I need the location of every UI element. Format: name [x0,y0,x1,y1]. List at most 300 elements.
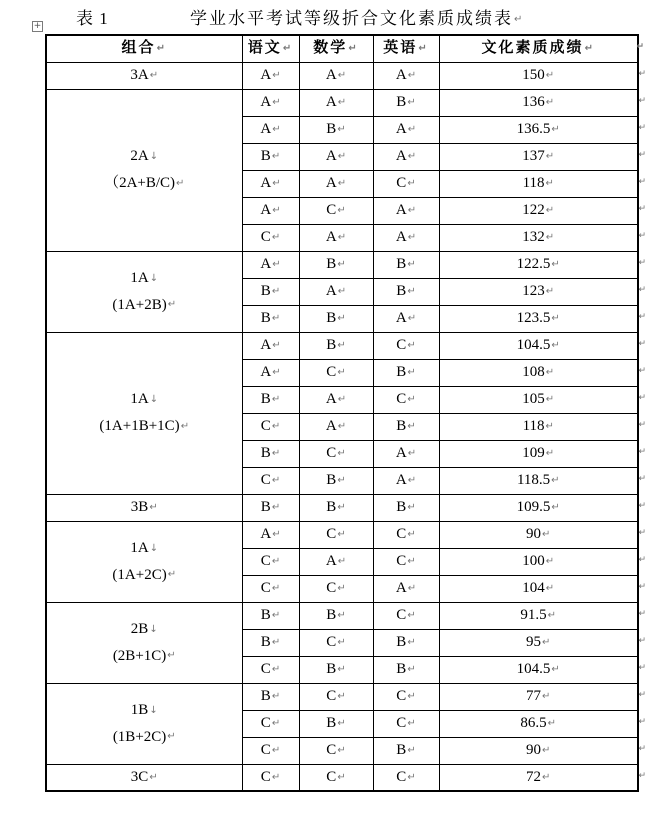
chinese-grade-cell-text: B [260,688,271,705]
chinese-grade-cell-text: B [260,499,271,516]
math-grade-cell-text: B [326,661,337,678]
cell-end-mark-icon: ↵ [551,501,560,513]
score-cell [439,467,646,494]
group-label-text: 2A [130,148,149,165]
math-grade-cell-text: C [326,526,337,543]
english-grade-cell-text: C [396,715,407,732]
math-grade-cell [299,710,373,737]
cell-end-mark-icon: ↵ [407,123,417,135]
cell-end-mark-icon: ↵ [407,69,417,81]
math-grade-cell [299,170,373,197]
table-row [46,62,638,89]
cell-end-mark-icon: ↵ [271,312,281,324]
math-grade-cell [299,521,373,548]
english-header-text: 英语 [383,40,418,57]
score-cell-text: 118.5 [516,472,551,489]
group-label [47,539,242,558]
row-end-mark-icon: ↵ [638,770,646,781]
english-grade-cell-text: B [396,94,407,111]
cell-end-mark-icon: ↵ [407,474,417,486]
line-break-mark-icon: ↓ [149,704,158,716]
cell-end-mark-icon: ↵ [337,285,347,297]
chinese-grade-cell [242,737,299,764]
cell-end-mark-icon: ↵ [337,447,346,459]
cell-end-mark-icon: ↵ [271,609,281,621]
line-break-mark-icon: ↓ [149,394,159,405]
cell-end-mark-icon: ↵ [407,636,416,648]
row-end-mark-icon: ↵ [638,581,646,592]
score-cell-text: 86.5 [520,715,547,732]
cell-end-mark-icon: ↵ [551,474,560,486]
math-grade-cell [299,440,373,467]
chinese-grade-cell-text: C [260,580,271,597]
chinese-grade-cell-text: A [260,67,272,84]
cell-end-mark-icon: ↵ [272,96,281,108]
math-grade-cell [299,683,373,710]
english-grade-cell-text: C [396,607,407,624]
cell-end-mark-icon: ↵ [407,663,416,675]
score-cell-text: 123.5 [516,310,551,327]
chinese-grade-cell [242,656,299,683]
group-label [47,768,242,787]
chinese-grade-cell-text: C [260,742,271,759]
score-cell-text: 77 [526,688,542,705]
chinese-header-text: 语文 [247,40,282,57]
english-grade-cell-text: B [396,283,407,300]
cell-end-mark-icon: ↵ [149,771,158,783]
score-cell-text: 137 [522,148,545,165]
group-cell [46,89,242,251]
cell-end-mark-icon: ↵ [545,285,555,297]
english-grade-cell-text: A [395,148,407,165]
score-cell-text: 122 [522,202,545,219]
cell-end-mark-icon: ↵ [272,339,281,351]
chinese-grade-cell [242,89,299,116]
cell-end-mark-icon: ↵ [545,420,554,432]
row-end-mark-icon: ↵ [638,716,646,727]
english-grade-cell [373,467,439,494]
english-grade-cell-text: B [396,418,407,435]
line-break-mark-icon: ↓ [149,623,158,635]
score-cell-text: 118 [522,418,545,435]
table-row [46,602,638,629]
paragraph-mark-icon: ↵ [514,14,525,26]
row-end-mark-icon: ↵ [638,419,646,430]
math-grade-cell-text: C [326,445,337,462]
score-cell-text: 123 [522,283,545,300]
cell-end-mark-icon: ↵ [407,258,416,270]
cell-end-mark-icon: ↵ [271,771,281,783]
cell-end-mark-icon: ↵ [337,96,347,108]
cell-end-mark-icon: ↵ [337,636,346,648]
cell-end-mark-icon: ↵ [337,204,346,216]
chinese-grade-cell-text: B [260,445,271,462]
english-grade-cell [373,143,439,170]
score-cell [439,737,646,764]
math-grade-cell-text: B [326,310,337,327]
line-break-mark-icon: ↓ [149,151,159,162]
cell-end-mark-icon: ↵ [271,420,281,432]
group-label-text: 1A [130,269,149,286]
chinese-grade-cell-text: A [260,121,272,138]
cell-end-mark-icon: ↵ [348,43,359,55]
group-label [47,269,242,288]
english-grade-cell [373,251,439,278]
score-cell [439,278,646,305]
score-cell-text: 132 [522,229,545,246]
chinese-grade-cell-text: A [260,526,272,543]
group-label [47,498,242,517]
english-grade-cell [373,386,439,413]
chinese-grade-cell-text: C [260,472,271,489]
english-grade-cell-text: C [396,175,407,192]
cell-end-mark-icon: ↵ [551,312,560,324]
chinese-grade-cell [242,683,299,710]
group-cell [46,521,242,602]
cell-end-mark-icon: ↵ [407,555,416,567]
cell-end-mark-icon: ↵ [272,123,281,135]
group-label [47,147,242,166]
row-end-mark-icon: ↵ [638,203,646,214]
cell-end-mark-icon: ↵ [407,582,417,594]
score-cell-text: 95 [526,634,542,651]
cell-end-mark-icon: ↵ [418,43,429,55]
math-grade-cell [299,764,373,791]
row-end-mark-icon: ↵ [636,42,646,52]
chinese-grade-cell [242,143,299,170]
cell-end-mark-icon: ↵ [337,717,346,729]
group-formula [47,647,242,666]
table-row [46,521,638,548]
table-row [46,764,638,791]
group-formula-text: （2A+B/C) [104,175,176,191]
math-grade-cell [299,116,373,143]
caption-title-text: 学业水平考试等级折合文化素质成绩表 [190,9,513,28]
math-grade-cell-text: B [326,121,337,138]
cell-end-mark-icon: ↵ [337,420,347,432]
english-grade-cell [373,737,439,764]
english-grade-cell-text: C [396,688,407,705]
math-grade-cell-text: B [326,499,337,516]
score-cell-text: 72 [526,768,542,785]
chinese-grade-cell [242,116,299,143]
cell-end-mark-icon: ↵ [337,231,347,243]
line-break-mark-icon: ↓ [149,542,159,554]
cell-end-mark-icon: ↵ [545,204,555,216]
english-grade-cell [373,197,439,224]
chinese-grade-cell-text: C [260,715,271,732]
score-table [45,34,646,792]
cell-end-mark-icon: ↵ [551,663,560,675]
cell-end-mark-icon: ↵ [407,177,416,189]
table-caption [0,4,668,34]
math-header [299,35,373,62]
cell-end-mark-icon: ↵ [547,609,557,621]
score-cell [439,656,646,683]
score-cell [439,332,646,359]
cell-end-mark-icon: ↵ [337,366,346,378]
cell-end-mark-icon: ↵ [271,690,281,702]
math-grade-cell-text: A [325,148,337,165]
table-row [46,89,638,116]
math-grade-cell-text: B [326,715,337,732]
cell-end-mark-icon: ↵ [337,609,346,621]
cell-end-mark-icon: ↵ [337,69,347,81]
group-cell [46,62,242,89]
cell-end-mark-icon: ↵ [542,690,551,702]
score-cell-text: 91.5 [520,607,547,624]
chinese-grade-cell-text: A [260,364,272,381]
score-cell [439,629,646,656]
cell-end-mark-icon: ↵ [271,582,281,594]
cell-end-mark-icon: ↵ [337,555,347,567]
score-cell-text: 90 [526,742,542,759]
cell-end-mark-icon: ↵ [337,474,346,486]
cell-end-mark-icon: ↵ [545,177,554,189]
cell-end-mark-icon: ↵ [337,744,346,756]
cell-end-mark-icon: ↵ [337,393,347,405]
cell-end-mark-icon: ↵ [337,663,346,675]
chinese-grade-cell-text: B [260,391,271,408]
group-label [47,390,242,409]
cell-end-mark-icon: ↵ [551,123,560,135]
cell-end-mark-icon: ↵ [337,582,346,594]
row-end-mark-icon: ↵ [638,392,646,403]
math-grade-cell [299,251,373,278]
cell-end-mark-icon: ↵ [584,43,595,55]
english-grade-cell [373,656,439,683]
cell-end-mark-icon: ↵ [407,690,416,702]
english-grade-cell-text: A [395,67,407,84]
chinese-grade-cell [242,359,299,386]
cell-end-mark-icon: ↵ [337,501,346,513]
score-cell [439,386,646,413]
row-end-mark-icon: ↵ [638,662,646,673]
cell-end-mark-icon: ↵ [272,366,281,378]
cell-end-mark-icon: ↵ [337,123,346,135]
score-cell-text: 122.5 [516,256,551,273]
cell-end-mark-icon: ↵ [271,231,281,243]
cell-end-mark-icon: ↵ [271,663,281,675]
cell-end-mark-icon: ↵ [407,744,416,756]
cell-end-mark-icon: ↵ [542,528,551,540]
group-header [46,35,242,62]
row-end-mark-icon: ↵ [638,635,646,646]
score-cell [439,143,646,170]
row-end-mark-icon: ↵ [638,365,646,376]
score-cell [439,710,646,737]
group-cell [46,332,242,494]
cell-end-mark-icon: ↵ [407,312,417,324]
math-grade-cell-text: A [325,418,337,435]
group-label-text: 1B [130,701,149,718]
group-label-text: 1A [130,391,149,408]
chinese-grade-cell-text: A [260,175,272,192]
score-cell-text: 108 [522,364,545,381]
table-row [46,683,638,710]
english-grade-cell-text: C [396,526,407,543]
row-end-mark-icon: ↵ [638,68,646,79]
cell-end-mark-icon: ↵ [337,528,346,540]
score-cell [439,602,646,629]
english-grade-cell [373,440,439,467]
english-grade-cell [373,170,439,197]
table-row [46,332,638,359]
cell-end-mark-icon: ↵ [545,393,555,405]
cell-end-mark-icon: ↵ [407,96,416,108]
chinese-grade-cell-text: C [260,229,271,246]
cell-end-mark-icon: ↵ [337,150,347,162]
chinese-grade-cell [242,710,299,737]
row-end-mark-icon: ↵ [638,446,646,457]
score-cell [439,683,646,710]
score-cell [439,116,646,143]
math-grade-cell-text: A [325,67,337,84]
math-grade-cell [299,143,373,170]
score-cell [439,305,646,332]
english-header [373,35,439,62]
english-grade-cell-text: B [396,742,407,759]
group-label-text: 3C [130,768,149,785]
cell-end-mark-icon: ↵ [545,150,555,162]
score-cell-text: 90 [526,526,542,543]
score-cell [439,548,646,575]
math-grade-cell [299,62,373,89]
score-cell [439,440,646,467]
score-cell [439,413,646,440]
math-grade-cell [299,602,373,629]
cell-end-mark-icon: ↵ [407,339,416,351]
score-cell [439,359,646,386]
row-end-mark-icon: ↵ [638,176,646,187]
cell-end-mark-icon: ↵ [407,150,417,162]
group-formula-text: (1A+1B+1C) [99,418,180,434]
chinese-grade-cell-text: C [260,768,271,785]
group-formula-text: (1B+2C) [112,728,167,745]
score-cell-text: 136 [522,94,545,111]
row-end-mark-icon: ↵ [638,689,646,700]
chinese-grade-cell [242,305,299,332]
cell-end-mark-icon: ↵ [167,650,176,662]
cell-end-mark-icon: ↵ [542,636,551,648]
group-label [47,66,242,85]
english-grade-cell [373,521,439,548]
table-row [46,494,638,521]
score-cell-text: 118 [522,175,545,192]
cell-end-mark-icon: ↵ [545,582,555,594]
math-grade-cell [299,575,373,602]
chinese-grade-cell-text: C [260,418,271,435]
english-grade-cell [373,62,439,89]
group-label-text: 1A [130,539,149,556]
score-cell [439,251,646,278]
chinese-grade-cell [242,197,299,224]
cell-end-mark-icon: ↵ [407,231,417,243]
cell-end-mark-icon: ↵ [272,528,281,540]
score-cell-text: 136.5 [516,121,551,138]
cell-end-mark-icon: ↵ [407,528,416,540]
cell-end-mark-icon: ↵ [271,717,281,729]
english-grade-cell [373,224,439,251]
group-label [47,620,242,639]
cell-end-mark-icon: ↵ [407,204,417,216]
score-header-text: 文化素质成绩 [481,40,584,57]
score-cell-text: 104 [522,580,545,597]
score-cell [439,89,646,116]
english-grade-cell [373,602,439,629]
cell-end-mark-icon: ↵ [545,231,555,243]
chinese-grade-cell-text: A [260,202,272,219]
row-end-mark-icon: ↵ [638,743,646,754]
math-grade-cell-text: A [325,94,337,111]
cell-end-mark-icon: ↵ [271,474,281,486]
cell-end-mark-icon: ↵ [407,393,416,405]
row-end-mark-icon: ↵ [638,284,646,295]
english-grade-cell-text: B [396,634,407,651]
cell-end-mark-icon: ↵ [272,177,281,189]
math-grade-cell-text: B [326,256,337,273]
math-grade-cell-text: A [325,229,337,246]
row-end-mark-icon: ↵ [638,122,646,133]
cell-end-mark-icon: ↵ [272,258,281,270]
math-grade-cell [299,548,373,575]
math-grade-cell [299,467,373,494]
line-break-mark-icon: ↓ [149,272,159,284]
english-grade-cell-text: A [395,310,407,327]
english-grade-cell [373,710,439,737]
chinese-grade-cell [242,521,299,548]
score-cell [439,521,646,548]
group-formula [47,174,242,193]
cell-end-mark-icon: ↵ [272,204,281,216]
cell-end-mark-icon: ↵ [337,258,346,270]
group-formula [47,296,242,315]
row-end-mark-icon: ↵ [638,338,646,349]
english-grade-cell [373,332,439,359]
row-end-mark-icon: ↵ [638,473,646,484]
english-grade-cell [373,278,439,305]
math-grade-cell-text: A [325,283,337,300]
math-grade-cell-text: C [326,688,337,705]
chinese-grade-cell [242,440,299,467]
chinese-grade-cell [242,413,299,440]
table-body [46,62,646,791]
group-cell [46,764,242,791]
score-cell-text: 104.5 [516,337,551,354]
cell-end-mark-icon: ↵ [545,366,555,378]
math-grade-cell [299,413,373,440]
math-grade-cell [299,737,373,764]
row-end-mark-icon: ↵ [638,95,646,106]
cell-end-mark-icon: ↵ [407,366,416,378]
chinese-grade-cell-text: A [260,337,272,354]
group-header-text: 组合 [121,40,156,57]
cell-end-mark-icon: ↵ [545,96,555,108]
group-cell [46,251,242,332]
english-grade-cell-text: A [395,121,407,138]
math-grade-cell-text: B [326,337,337,354]
row-end-mark-icon: ↵ [638,311,646,322]
table-move-handle-icon[interactable]: + [33,21,42,31]
row-end-mark-icon: ↵ [638,230,646,241]
chinese-grade-cell [242,170,299,197]
math-grade-cell-text: C [326,634,337,651]
cell-end-mark-icon: ↵ [176,177,185,189]
row-end-mark-icon: ↵ [638,527,646,538]
cell-end-mark-icon: ↵ [271,636,281,648]
chinese-grade-cell-text: C [260,661,271,678]
group-label-text: 3B [130,499,149,516]
